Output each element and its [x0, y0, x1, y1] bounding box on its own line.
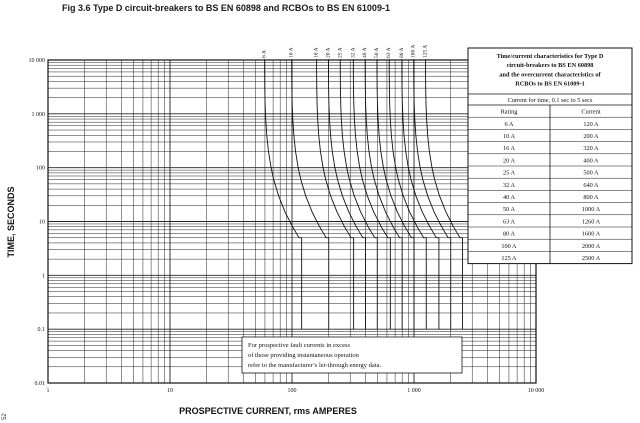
series-label-10a: 10 A: [288, 47, 295, 58]
table-cell-current: 400 A: [583, 157, 599, 165]
x-tick-label: 10: [167, 388, 173, 394]
table-cell-current: 120 A: [583, 120, 599, 128]
series-label-63a: 63 A: [386, 47, 393, 58]
x-tick-label: 1: [46, 388, 50, 394]
table-cell-rating: 50 A: [502, 206, 516, 214]
table-title-line: circuit-breakers to BS EN 60898: [506, 62, 594, 70]
x-axis-label: PROSPECTIVE CURRENT, rms AMPERES: [179, 406, 357, 416]
table-title-line: and the overcurrent characteristics of: [499, 71, 601, 79]
x-tick-label: 100: [287, 388, 297, 394]
series-label-20a: 20 A: [325, 47, 332, 58]
table-title-line: RCBOs to BS EN 61009-1: [515, 80, 585, 88]
trip-curve-125a: [426, 60, 463, 329]
trip-curve-10a: [292, 60, 329, 329]
series-label-16a: 16 A: [313, 47, 320, 58]
table-title-line: Time/current characteristics for Type D: [496, 53, 604, 60]
table-cell-current: 1260 A: [581, 218, 601, 226]
table-cell-rating: 125 A: [501, 255, 517, 262]
table-cell-current: 2500 A: [581, 255, 601, 262]
series-label-40a: 40 A: [362, 47, 369, 58]
table-cell-current: 320 A: [583, 145, 599, 153]
series-label-25a: 25 A: [337, 47, 344, 58]
table-cell-current: 200 A: [583, 133, 599, 140]
table-cell-current: 800 A: [583, 194, 599, 201]
x-tick-label: 10 000: [527, 388, 545, 394]
figure-title: Fig 3.6 Type D circuit-breakers to BS EN 60898 and RCBOs to BS EN 61009-1: [62, 3, 390, 13]
series-label-80a: 80 A: [398, 47, 405, 58]
table-cell-rating: 6 A: [504, 120, 514, 128]
table-cell-current: 1600 A: [581, 230, 601, 238]
y-tick-label: 10: [39, 219, 45, 226]
table-subtitle: Current for time, 0.1 sec to 5 secs: [507, 97, 593, 104]
trip-curve-20a: [328, 60, 365, 329]
table-cell-current: 640 A: [583, 181, 599, 189]
table-cell-current: 1000 A: [581, 206, 601, 214]
page-number: 52: [2, 413, 8, 420]
series-label-50a: 50 A: [373, 47, 380, 58]
table-cell-rating: 25 A: [502, 169, 516, 177]
annotation-box: [242, 337, 462, 373]
trip-curve-63a: [389, 60, 426, 329]
table-header-rating: Rating: [500, 108, 518, 116]
table-cell-rating: 10 A: [502, 133, 516, 140]
table-header-current: Current: [581, 108, 601, 116]
table-cell-rating: 100 A: [501, 242, 517, 250]
table-cell-rating: 80 A: [502, 230, 516, 238]
x-tick-label: 1 000: [407, 388, 421, 394]
series-label-100a: 100 A: [410, 44, 417, 58]
y-tick-label: 1: [42, 273, 45, 280]
table-cell-rating: 32 A: [502, 181, 516, 189]
annotation-line-1: For prospective fault currents in excess: [248, 342, 350, 349]
y-tick-label: 10 000: [28, 58, 45, 64]
table-cell-rating: 40 A: [502, 194, 516, 201]
y-tick-label: 100: [36, 165, 45, 172]
table-cell-current: 500 A: [583, 169, 599, 177]
series-label-6a: 6 A: [261, 50, 268, 58]
trip-curve-40a: [365, 60, 402, 329]
trip-curve-25a: [340, 60, 377, 329]
characteristics-table: [468, 48, 632, 264]
trip-curve-32a: [353, 60, 390, 329]
trip-curve-16a: [317, 60, 354, 329]
annotation-line-2: of those providing instantaneous operation: [248, 352, 359, 359]
series-label-32a: 32 A: [350, 47, 357, 58]
table-cell-rating: 20 A: [502, 157, 516, 165]
series-label-125a: 125 A: [422, 44, 429, 58]
table-cell-rating: 63 A: [502, 218, 516, 226]
y-tick-label: 1 000: [31, 111, 45, 118]
trip-curve-6a: [265, 60, 302, 329]
curves: [265, 60, 463, 329]
annotation-line-3: refer to the manufacturer’s let-through energy data.: [248, 362, 382, 369]
y-tick-label: 0.1: [37, 327, 45, 334]
table-cell-current: 2000 A: [581, 242, 601, 250]
trip-curve-80a: [402, 60, 439, 329]
table-cell-rating: 16 A: [502, 145, 516, 153]
trip-curve-100a: [414, 60, 451, 329]
y-axis-label: TIME, SECONDS: [6, 186, 16, 258]
y-tick-label: 0.01: [34, 381, 45, 387]
